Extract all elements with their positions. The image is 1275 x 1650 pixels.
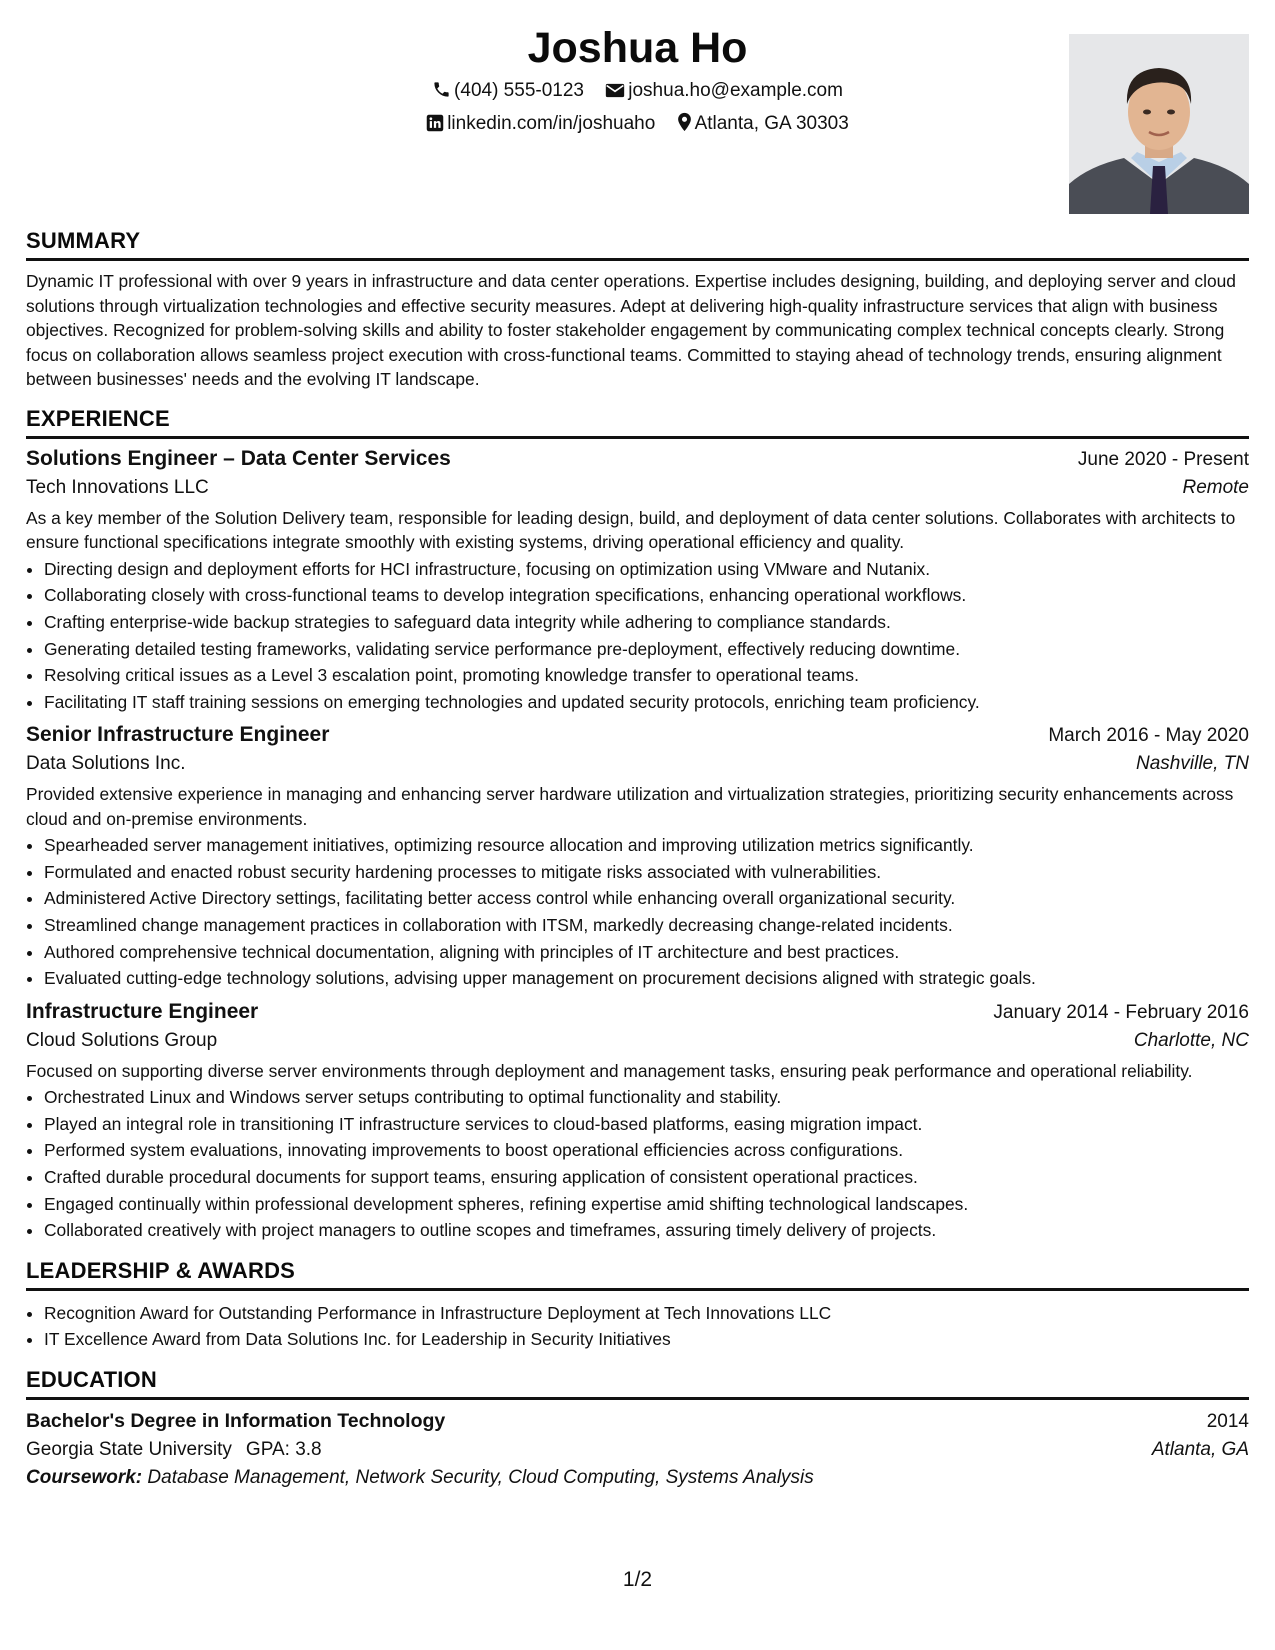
bullet-item: • Facilitating IT staff training sessions on emerging technologies and updated security protocols, enriching team proficiency. (44, 689, 1249, 716)
section-title-education: EDUCATION (26, 1367, 1249, 1400)
section-title-summary: SUMMARY (26, 228, 1249, 261)
experience-section (26, 406, 1249, 1244)
awards-list (26, 1300, 1249, 1353)
candidate-name: Joshua Ho (527, 24, 748, 72)
job-location: Remote (1182, 476, 1249, 498)
profile-photo (1069, 34, 1249, 214)
portrait-image (1069, 34, 1249, 214)
map-pin-icon (677, 112, 692, 132)
job-bullets (26, 832, 1249, 992)
bullet-item: • Played an integral role in transitioning IT infrastructure services to cloud-based platforms, easing migration impact. (44, 1111, 1249, 1138)
job-bullets (26, 1084, 1249, 1244)
phone-number: (404) 555-0123 (454, 80, 584, 101)
bullet-item: • Evaluated cutting-edge technology solutions, advising upper management on procurement decisions aligned with strategic goals. (44, 965, 1249, 992)
bullet-item: • Administered Active Directory settings, facilitating better access control while enhancing overall organizational security. (44, 885, 1249, 912)
bullet-item: • Directing design and deployment efforts for HCI infrastructure, focusing on optimization using VMware and Nutanix. (44, 556, 1249, 583)
bullet-item: • Engaged continually within professional development spheres, refining expertise amid shifting technological landscapes. (44, 1191, 1249, 1218)
bullet-item: • Crafting enterprise-wide backup strategies to safeguard data integrity while adhering to compliance standards. (44, 609, 1249, 636)
job-title: Infrastructure Engineer (26, 999, 259, 1023)
job-description: As a key member of the Solution Delivery team, responsible for leading design, build, and deployment of data center solutions. Collaborates with architects to ensure functional specifications integrate smoothly with existing systems, driving operational efficiency and quality. (26, 507, 1236, 553)
job-title: Senior Infrastructure Engineer (26, 723, 330, 747)
phone-contact (432, 80, 584, 102)
job-title: Solutions Engineer – Data Center Services (26, 446, 451, 470)
linkedin-contact (426, 113, 655, 135)
job-location: Charlotte, NC (1133, 1029, 1249, 1051)
bullet-item: • Performed system evaluations, innovating improvements to boost operational efficiencies across configurations. (44, 1137, 1249, 1164)
job-entry (26, 447, 1249, 715)
phone-icon (432, 80, 451, 99)
envelope-icon (605, 82, 625, 99)
job-entry (26, 1000, 1249, 1244)
gpa: GPA: 3.8 (245, 1438, 322, 1460)
location-text: Atlanta, GA 30303 (694, 113, 849, 134)
education-entry (26, 1410, 1249, 1489)
school-info (26, 1439, 322, 1461)
award-item: • Recognition Award for Outstanding Performance in Infrastructure Deployment at Tech Innovations LLC (44, 1300, 1249, 1327)
job-entry (26, 723, 1249, 991)
graduation-year: 2014 (1206, 1410, 1249, 1432)
education-section (26, 1367, 1249, 1489)
email-link[interactable]: joshua.ho@example.com (628, 80, 843, 101)
linkedin-icon (426, 114, 444, 132)
bullet-item: • Streamlined change management practices in collaboration with ITSM, markedly decreasing change-related incidents. (44, 912, 1249, 939)
linkedin-link[interactable]: linkedin.com/in/joshuaho (447, 113, 656, 134)
bullet-item: • Resolving critical issues as a Level 3 escalation point, promoting knowledge transfer to operational teams. (44, 662, 1249, 689)
coursework (26, 1467, 1249, 1489)
job-dates: January 2014 - February 2016 (993, 1001, 1249, 1023)
job-description: Provided extensive experience in managing and enhancing server hardware utilization and virtualization strategies, prioritizing security enhancements across cloud and on-premise environments. (26, 784, 1234, 829)
bullet-item: • Orchestrated Linux and Windows server setups contributing to optimal functionality and stability. (44, 1084, 1249, 1111)
email-contact (605, 80, 843, 102)
bullet-item: • Collaborating closely with cross-functional teams to develop integration specifications, enhancing operational workflows. (44, 582, 1249, 609)
company-name: Data Solutions Inc. (26, 753, 186, 775)
resume-page (26, 18, 1249, 1489)
school-location: Atlanta, GA (1151, 1438, 1249, 1460)
job-location: Nashville, TN (1136, 753, 1249, 775)
summary-section (26, 228, 1249, 392)
degree-name: Bachelor's Degree in Information Technology (26, 1409, 446, 1432)
awards-section (26, 1258, 1249, 1353)
bullet-item: • Spearheaded server management initiatives, optimizing resource allocation and improving utilization metrics significantly. (44, 832, 1249, 859)
contact-line-2 (26, 112, 1249, 135)
company-name: Cloud Solutions Group (26, 1029, 218, 1051)
section-title-awards: LEADERSHIP & AWARDS (26, 1258, 1249, 1291)
coursework-list: Database Management, Network Security, Cloud Computing, Systems Analysis (147, 1466, 814, 1488)
job-bullets (26, 556, 1249, 716)
contact-line-1 (26, 80, 1249, 102)
summary-text: Dynamic IT professional with over 9 years in infrastructure and data center operations. Expertise includes designing, building, and deploying server and cloud solutions through virtualization technologies and effective security measures. Adept at delivering high-quality infrastructure services that align with business objectives. Recognized for problem-solving skills and ability to foster stakeholder engagement by communicating complex technical concepts clearly. Strong focus on collaboration allows seamless project execution with cross-functional teams. Committed to staying ahead of technology trends, ensuring alignment between businesses' needs and the evolving IT landscape. (26, 271, 1236, 390)
bullet-item: • Formulated and enacted robust security hardening processes to mitigate risks associated with vulnerabilities. (44, 859, 1249, 886)
company-name: Tech Innovations LLC (26, 476, 209, 498)
bullet-item: • Collaborated creatively with project managers to outline scopes and timeframes, assuring timely delivery of projects. (44, 1217, 1249, 1244)
resume-header (26, 18, 1249, 218)
bullet-item: • Generating detailed testing frameworks, validating service performance pre-deployment, effectively reducing downtime. (44, 636, 1249, 663)
coursework-label: Coursework: (26, 1466, 143, 1488)
bullet-item: • Crafted durable procedural documents for support teams, ensuring application of consistent operational practices. (44, 1164, 1249, 1191)
section-title-experience: EXPERIENCE (26, 406, 1249, 439)
job-description: Focused on supporting diverse server environments through deployment and management tasks, ensuring peak performance and operational reliability. (26, 1060, 1193, 1081)
award-item: • IT Excellence Award from Data Solutions Inc. for Leadership in Security Initiatives (44, 1326, 1249, 1353)
school-name: Georgia State University (26, 1438, 232, 1460)
job-dates: March 2016 - May 2020 (1048, 725, 1249, 747)
job-dates: June 2020 - Present (1077, 448, 1249, 470)
bullet-item: • Authored comprehensive technical documentation, aligning with principles of IT architecture and best practices. (44, 939, 1249, 966)
page-number: 1/2 (622, 1568, 653, 1591)
location-contact (677, 112, 849, 135)
